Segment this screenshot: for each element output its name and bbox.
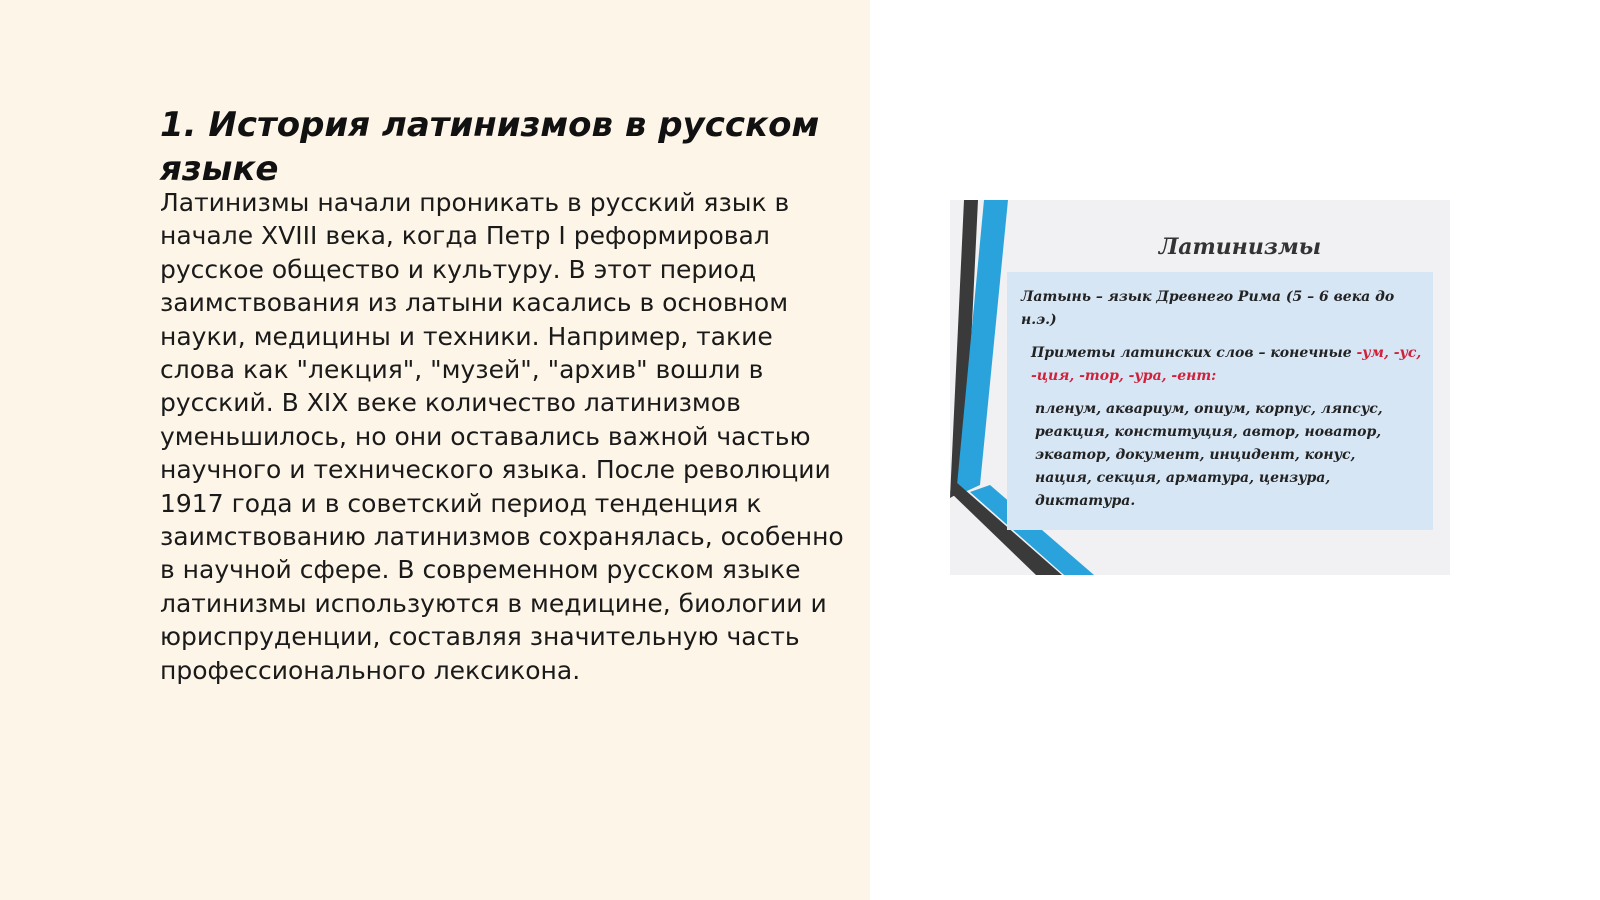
slide-title: 1. История латинизмов в русском языке [160,105,820,189]
image-heading: Латинизмы [1158,234,1322,260]
image-definition: Латынь – язык Древнего Рима (5 – 6 века до н.э.) [1021,289,1395,328]
image-signs [1031,342,1426,388]
slide-body-text: Латинизмы начали проникать в русский язык в начале XVIII века, когда Петр I реформировал русское общество и культуру. В этот период заимствования из латыни касались в основном науки, медицины и техники. Например, такие слова как "лекция", "музей", "архив" вошли в русский. В XIX веке количество латинизмов уменьшилось, но они оставались важной частью научного и технического языка. После революции 1917 года и в советский период тенденция к заимствованию латинизмов сохранялась, особенно в научной сфере. В современном русском языке латинизмы используются в медицине, биологии и юриспруденции, составляя значительную часть профессионального лексикона. [160,188,844,685]
latinisms-image [950,200,1450,575]
image-signs-label: Приметы латинских слов – конечные [1031,345,1357,361]
image-examples: пленум, аквариум, опиум, корпус, ляпсус, реакция, конституция, автор, новатор, экватор, документ, инцидент, конус, нация, секция, арматура, цензура, диктатура. [1035,401,1383,509]
image-endings: -ум, -ус, -ция, -тор, -ура, -ент: [1031,345,1422,384]
image-content-box [1007,272,1433,530]
